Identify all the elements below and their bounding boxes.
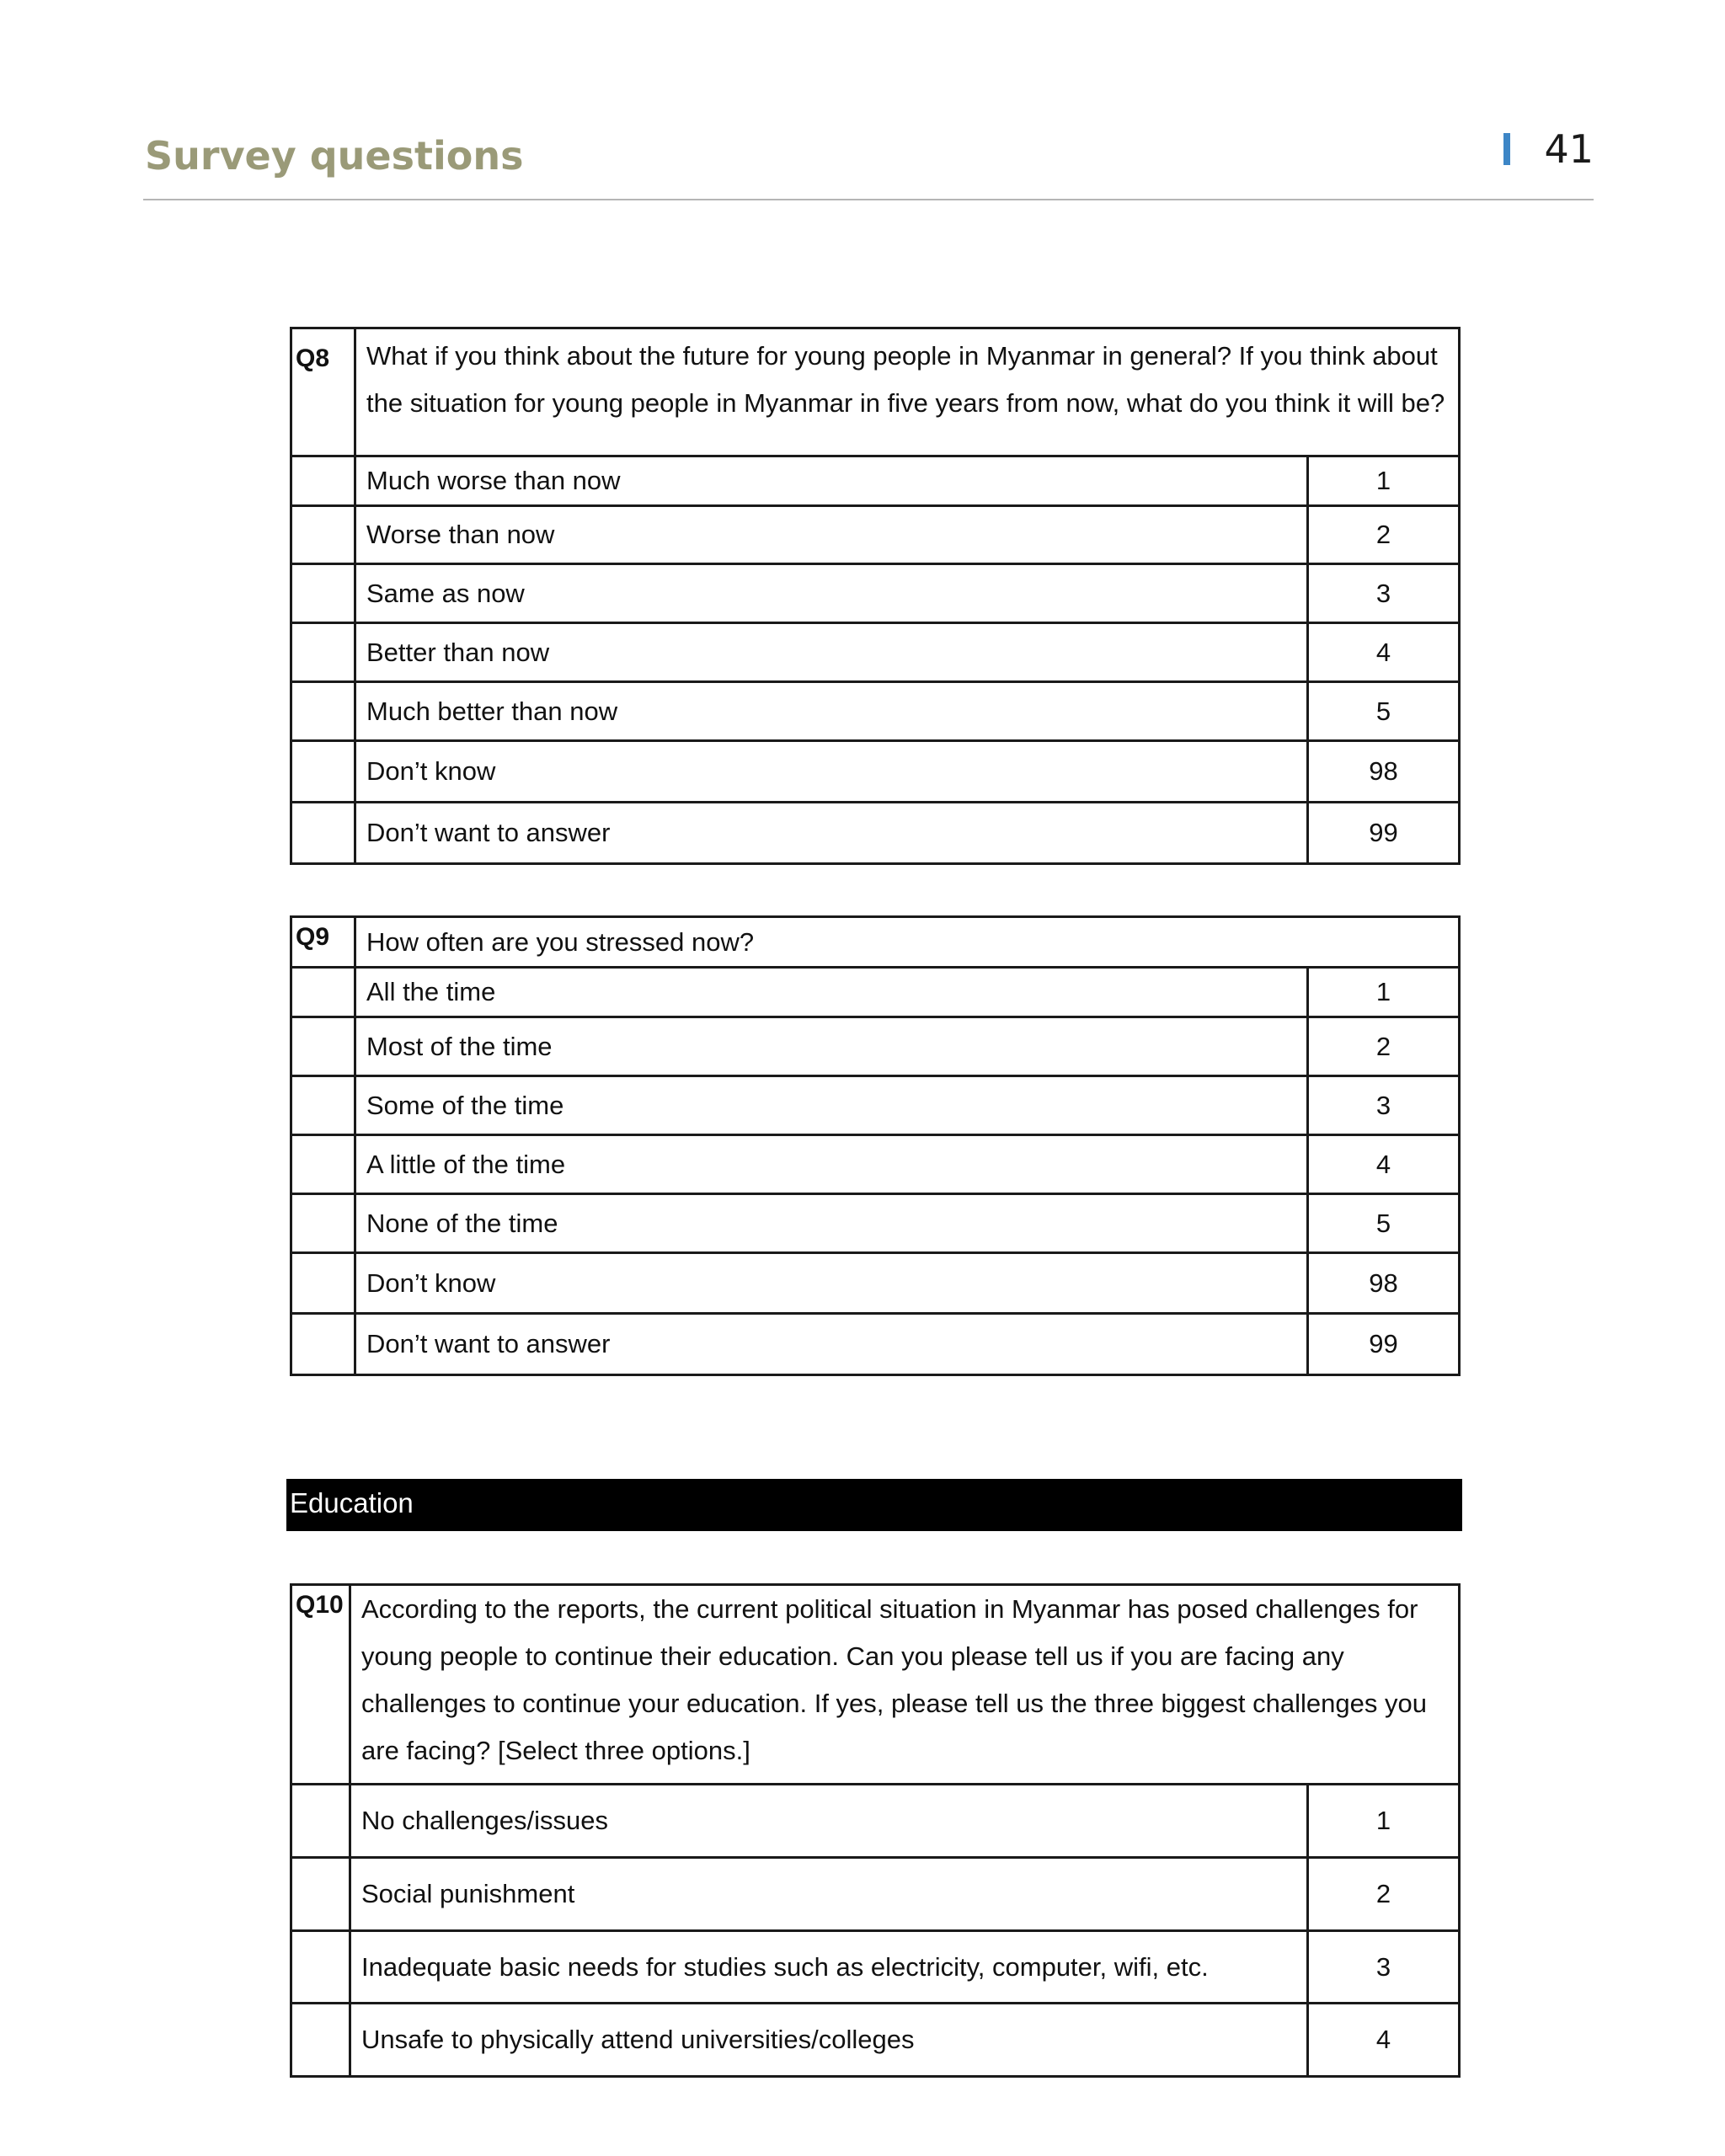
option-row: [291, 803, 1460, 864]
option-label: Some of the time: [355, 1076, 1308, 1135]
option-label: Most of the time: [355, 1017, 1308, 1076]
q9-table: [290, 915, 1461, 1376]
option-code: 4: [1308, 623, 1460, 682]
option-code: 1: [1308, 1785, 1460, 1858]
option-label: Same as now: [355, 564, 1308, 623]
option-row: [291, 1253, 1460, 1314]
option-code: 4: [1308, 2004, 1460, 2077]
option-label: All the time: [355, 968, 1308, 1017]
question-text: What if you think about the future for young people in Myanmar in general? If you think about the situation for young people in Myanmar in five years from now, what do you think it will be?: [355, 328, 1460, 456]
education-heading: Education: [286, 1479, 1462, 1531]
option-code: 2: [1308, 1017, 1460, 1076]
option-row: [291, 1858, 1460, 1931]
option-code: 98: [1308, 1253, 1460, 1314]
option-code: 1: [1308, 968, 1460, 1017]
option-label: Better than now: [355, 623, 1308, 682]
option-code: 2: [1308, 1858, 1460, 1931]
option-label: Social punishment: [350, 1858, 1308, 1931]
option-label: Don’t want to answer: [355, 803, 1308, 864]
option-row: [291, 456, 1460, 506]
option-row: [291, 741, 1460, 803]
option-code: 99: [1308, 803, 1460, 864]
page-number-block: [1503, 126, 1594, 172]
option-row: [291, 968, 1460, 1017]
option-label: Much worse than now: [355, 456, 1308, 506]
option-row: [291, 1785, 1460, 1858]
option-code: 3: [1308, 1076, 1460, 1135]
option-row: [291, 564, 1460, 623]
option-row: [291, 1017, 1460, 1076]
question-row: [291, 1585, 1460, 1785]
option-code: 3: [1308, 564, 1460, 623]
option-label: Much better than now: [355, 682, 1308, 741]
option-code: 3: [1308, 1931, 1460, 2004]
option-row: [291, 682, 1460, 741]
option-code: 98: [1308, 741, 1460, 803]
option-row: [291, 1314, 1460, 1375]
option-code: 5: [1308, 1194, 1460, 1253]
option-label: Don’t know: [355, 1253, 1308, 1314]
q8-table: [290, 327, 1461, 865]
question-row: [291, 328, 1460, 456]
page-number-bar: [1503, 133, 1510, 165]
section-title: Survey questions: [145, 133, 524, 179]
question-number: Q8: [291, 328, 355, 456]
option-label: None of the time: [355, 1194, 1308, 1253]
option-row: [291, 1194, 1460, 1253]
question-number: Q9: [291, 917, 355, 968]
option-row: [291, 1076, 1460, 1135]
option-label: Don’t know: [355, 741, 1308, 803]
option-code: 4: [1308, 1135, 1460, 1194]
option-label: Unsafe to physically attend universities/colleges: [350, 2004, 1308, 2077]
question-number: Q10: [291, 1585, 350, 1785]
option-code: 1: [1308, 456, 1460, 506]
option-row: [291, 623, 1460, 682]
option-row: [291, 506, 1460, 564]
option-label: No challenges/issues: [350, 1785, 1308, 1858]
q10-table: [290, 1583, 1461, 2078]
option-code: 5: [1308, 682, 1460, 741]
option-code: 99: [1308, 1314, 1460, 1375]
page-number: 41: [1544, 126, 1594, 172]
option-code: 2: [1308, 506, 1460, 564]
option-row: [291, 1135, 1460, 1194]
option-label: Don’t want to answer: [355, 1314, 1308, 1375]
page-header: [143, 126, 1594, 202]
question-text: According to the reports, the current political situation in Myanmar has posed challenges for young people to continue their education. Can you please tell us if you are facing any challenges to continue your education. If yes, please tell us the three biggest challenges you are facing? [Select three options.]: [350, 1585, 1460, 1785]
option-row: [291, 2004, 1460, 2077]
question-row: [291, 917, 1460, 968]
option-row: [291, 1931, 1460, 2004]
option-label: Inadequate basic needs for studies such as electricity, computer, wifi, etc.: [350, 1931, 1308, 2004]
question-text: How often are you stressed now?: [355, 917, 1460, 968]
option-label: A little of the time: [355, 1135, 1308, 1194]
header-rule: [143, 199, 1594, 200]
option-label: Worse than now: [355, 506, 1308, 564]
